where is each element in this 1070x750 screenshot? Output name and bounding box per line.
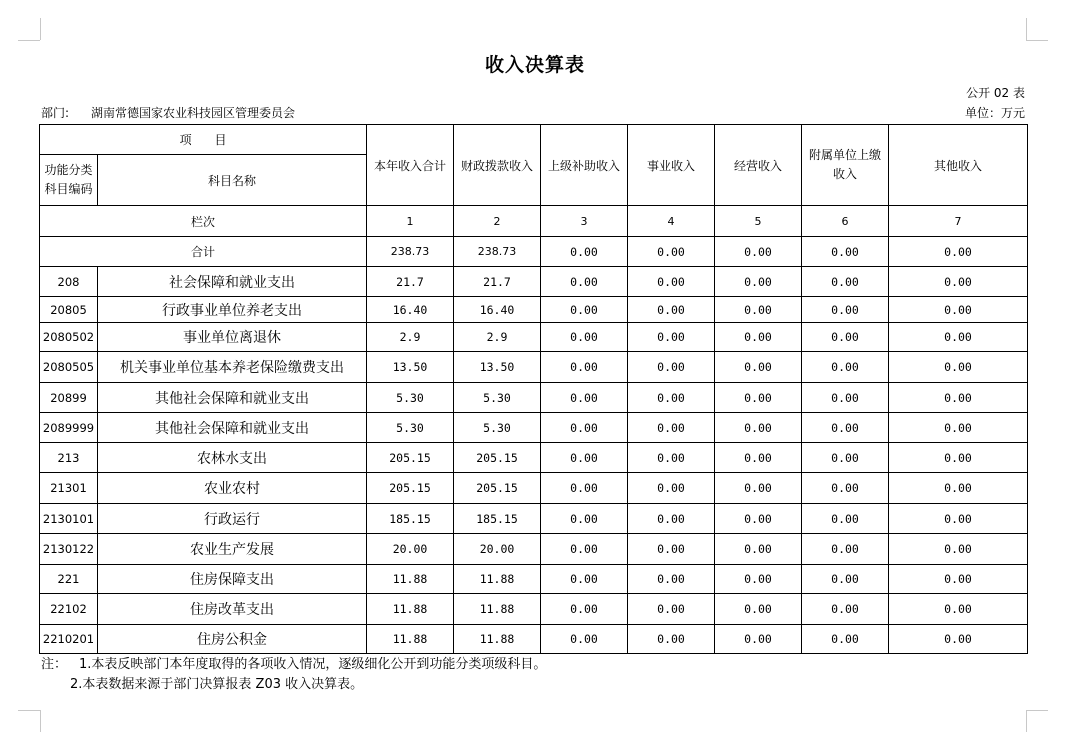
header-col-business: 事业收入	[628, 125, 715, 206]
amount-cell: 0.00	[889, 413, 1028, 443]
amount-cell: 0.00	[628, 594, 715, 625]
column-number-row	[40, 206, 1028, 237]
amount-cell: 0.00	[628, 323, 715, 352]
amount-cell: 2.9	[454, 323, 541, 352]
column-number: 3	[541, 206, 628, 237]
amount-cell: 0.00	[715, 504, 802, 534]
amount-cell: 0.00	[802, 267, 889, 297]
subject-name: 农业生产发展	[98, 534, 367, 565]
amount-cell: 0.00	[715, 323, 802, 352]
total-value: 0.00	[889, 237, 1028, 267]
table-row	[40, 443, 1028, 473]
subject-name: 住房保障支出	[98, 565, 367, 594]
amount-cell: 0.00	[889, 504, 1028, 534]
amount-cell: 0.00	[802, 443, 889, 473]
amount-cell: 0.00	[715, 443, 802, 473]
amount-cell: 20.00	[454, 534, 541, 565]
data-rows	[40, 267, 1028, 654]
amount-cell: 0.00	[541, 504, 628, 534]
table-row	[40, 352, 1028, 383]
amount-cell: 0.00	[628, 565, 715, 594]
amount-cell: 0.00	[541, 352, 628, 383]
subject-name: 行政事业单位养老支出	[98, 297, 367, 323]
amount-cell: 185.15	[454, 504, 541, 534]
amount-cell: 205.15	[454, 443, 541, 473]
amount-cell: 0.00	[802, 504, 889, 534]
amount-cell: 0.00	[802, 383, 889, 413]
amount-cell: 0.00	[889, 267, 1028, 297]
function-code: 20805	[40, 297, 98, 323]
table-row	[40, 625, 1028, 654]
header-col-other: 其他收入	[889, 125, 1028, 206]
amount-cell: 0.00	[715, 625, 802, 654]
total-label: 合计	[40, 237, 367, 267]
subject-name: 事业单位离退休	[98, 323, 367, 352]
table-row	[40, 413, 1028, 443]
total-value: 0.00	[715, 237, 802, 267]
amount-cell: 0.00	[802, 352, 889, 383]
function-code: 21301	[40, 473, 98, 504]
total-value: 238.73	[454, 237, 541, 267]
header-row-1	[40, 125, 1028, 155]
amount-cell: 0.00	[715, 413, 802, 443]
table-row	[40, 565, 1028, 594]
column-number: 4	[628, 206, 715, 237]
subject-name: 其他社会保障和就业支出	[98, 413, 367, 443]
total-row	[40, 237, 1028, 267]
subject-name: 农业农村	[98, 473, 367, 504]
subject-name: 社会保障和就业支出	[98, 267, 367, 297]
amount-cell: 0.00	[889, 323, 1028, 352]
header-col-total: 本年收入合计	[367, 125, 454, 206]
total-value: 0.00	[628, 237, 715, 267]
amount-cell: 11.88	[454, 625, 541, 654]
note-line-1	[41, 655, 546, 675]
amount-cell: 0.00	[541, 297, 628, 323]
header-col-operating: 经营收入	[715, 125, 802, 206]
amount-cell: 13.50	[454, 352, 541, 383]
function-code: 221	[40, 565, 98, 594]
header-col-subsidiary: 附属单位上缴收入	[802, 125, 889, 206]
subject-name: 行政运行	[98, 504, 367, 534]
amount-cell: 5.30	[367, 413, 454, 443]
total-value: 0.00	[541, 237, 628, 267]
table-row	[40, 267, 1028, 297]
amount-cell: 2.9	[367, 323, 454, 352]
page-title: 收入决算表	[484, 54, 585, 76]
note-prefix: 注：	[41, 657, 68, 672]
amount-cell: 0.00	[715, 473, 802, 504]
crop-mark-bottom-right-h	[1026, 710, 1048, 711]
amount-cell: 11.88	[454, 565, 541, 594]
amount-cell: 0.00	[802, 565, 889, 594]
column-number: 1	[367, 206, 454, 237]
note-text-1: 1.本表反映部门本年度取得的各项收入情况，逐级细化公开到功能分类项级科目。	[79, 657, 547, 672]
column-number: 5	[715, 206, 802, 237]
amount-cell: 205.15	[367, 473, 454, 504]
amount-cell: 20.00	[367, 534, 454, 565]
amount-cell: 16.40	[367, 297, 454, 323]
amount-cell: 11.88	[367, 594, 454, 625]
header-col-superior: 上级补助收入	[541, 125, 628, 206]
department-name: 湖南常德国家农业科技园区管理委员会	[91, 106, 296, 120]
amount-cell: 0.00	[541, 625, 628, 654]
table-row	[40, 504, 1028, 534]
total-value: 0.00	[802, 237, 889, 267]
amount-cell: 0.00	[889, 443, 1028, 473]
amount-cell: 0.00	[802, 323, 889, 352]
amount-cell: 21.7	[454, 267, 541, 297]
amount-cell: 0.00	[541, 594, 628, 625]
function-code: 213	[40, 443, 98, 473]
department-label: 部门:	[41, 106, 70, 120]
amount-cell: 5.30	[454, 413, 541, 443]
amount-cell: 0.00	[628, 625, 715, 654]
notes	[41, 655, 546, 695]
amount-cell: 0.00	[628, 352, 715, 383]
table-row	[40, 473, 1028, 504]
amount-cell: 0.00	[802, 473, 889, 504]
amount-cell: 0.00	[889, 594, 1028, 625]
amount-cell: 0.00	[889, 383, 1028, 413]
table-row	[40, 383, 1028, 413]
function-code: 2130101	[40, 504, 98, 534]
amount-cell: 0.00	[802, 534, 889, 565]
amount-cell: 205.15	[367, 443, 454, 473]
amount-cell: 0.00	[541, 383, 628, 413]
header-item: 项 目	[40, 125, 367, 155]
amount-cell: 13.50	[367, 352, 454, 383]
note-line-2: 2.本表数据来源于部门决算报表 Z03 收入决算表。	[70, 677, 364, 692]
amount-cell: 11.88	[367, 625, 454, 654]
table-row	[40, 297, 1028, 323]
column-label: 栏次	[40, 206, 367, 237]
amount-cell: 0.00	[628, 504, 715, 534]
amount-cell: 0.00	[889, 625, 1028, 654]
amount-cell: 0.00	[628, 383, 715, 413]
amount-cell: 16.40	[454, 297, 541, 323]
amount-cell: 5.30	[454, 383, 541, 413]
amount-cell: 11.88	[454, 594, 541, 625]
function-code: 20899	[40, 383, 98, 413]
crop-mark-top-left-v	[40, 18, 41, 40]
amount-cell: 0.00	[628, 443, 715, 473]
amount-cell: 0.00	[715, 383, 802, 413]
amount-cell: 0.00	[715, 534, 802, 565]
amount-cell: 0.00	[802, 625, 889, 654]
amount-cell: 0.00	[541, 534, 628, 565]
subject-name: 其他社会保障和就业支出	[98, 383, 367, 413]
amount-cell: 0.00	[628, 473, 715, 504]
table-row	[40, 323, 1028, 352]
amount-cell: 0.00	[889, 565, 1028, 594]
department-line	[41, 104, 295, 121]
amount-cell: 0.00	[628, 413, 715, 443]
amount-cell: 0.00	[889, 534, 1028, 565]
function-code: 2130122	[40, 534, 98, 565]
amount-cell: 0.00	[889, 352, 1028, 383]
subject-name: 机关事业单位基本养老保险缴费支出	[98, 352, 367, 383]
crop-mark-top-right-h	[1026, 40, 1048, 41]
amount-cell: 0.00	[802, 413, 889, 443]
function-code: 2210201	[40, 625, 98, 654]
subject-name: 住房公积金	[98, 625, 367, 654]
crop-mark-bottom-left-v	[40, 710, 41, 732]
amount-cell: 185.15	[367, 504, 454, 534]
unit-label: 单位：万元	[964, 106, 1025, 120]
total-value: 238.73	[367, 237, 454, 267]
crop-mark-top-right-v	[1026, 18, 1027, 40]
amount-cell: 0.00	[715, 565, 802, 594]
amount-cell: 0.00	[541, 443, 628, 473]
amount-cell: 0.00	[541, 267, 628, 297]
crop-mark-bottom-right-v	[1026, 710, 1027, 732]
amount-cell: 0.00	[541, 473, 628, 504]
header-func-code: 功能分类科目编码	[40, 155, 98, 206]
amount-cell: 0.00	[715, 352, 802, 383]
subject-name: 住房改革支出	[98, 594, 367, 625]
amount-cell: 0.00	[628, 534, 715, 565]
column-number: 7	[889, 206, 1028, 237]
amount-cell: 0.00	[889, 473, 1028, 504]
amount-cell: 0.00	[889, 297, 1028, 323]
function-code: 22102	[40, 594, 98, 625]
amount-cell: 0.00	[541, 565, 628, 594]
amount-cell: 205.15	[454, 473, 541, 504]
amount-cell: 0.00	[715, 267, 802, 297]
function-code: 2080502	[40, 323, 98, 352]
table-row	[40, 594, 1028, 625]
crop-mark-top-left-h	[18, 40, 40, 41]
header-col-fiscal: 财政拨款收入	[454, 125, 541, 206]
header-subject-name: 科目名称	[98, 155, 367, 206]
amount-cell: 0.00	[802, 297, 889, 323]
function-code: 2089999	[40, 413, 98, 443]
column-number: 6	[802, 206, 889, 237]
table-row	[40, 534, 1028, 565]
amount-cell: 0.00	[541, 323, 628, 352]
amount-cell: 5.30	[367, 383, 454, 413]
amount-cell: 21.7	[367, 267, 454, 297]
amount-cell: 11.88	[367, 565, 454, 594]
function-code: 2080505	[40, 352, 98, 383]
public-table-number: 公开 02 表	[966, 86, 1025, 100]
crop-mark-bottom-left-h	[18, 710, 40, 711]
function-code: 208	[40, 267, 98, 297]
amount-cell: 0.00	[628, 267, 715, 297]
amount-cell: 0.00	[715, 594, 802, 625]
amount-cell: 0.00	[715, 297, 802, 323]
subject-name: 农林水支出	[98, 443, 367, 473]
amount-cell: 0.00	[541, 413, 628, 443]
amount-cell: 0.00	[628, 297, 715, 323]
income-statement-table	[39, 124, 1028, 654]
amount-cell: 0.00	[802, 594, 889, 625]
column-number: 2	[454, 206, 541, 237]
